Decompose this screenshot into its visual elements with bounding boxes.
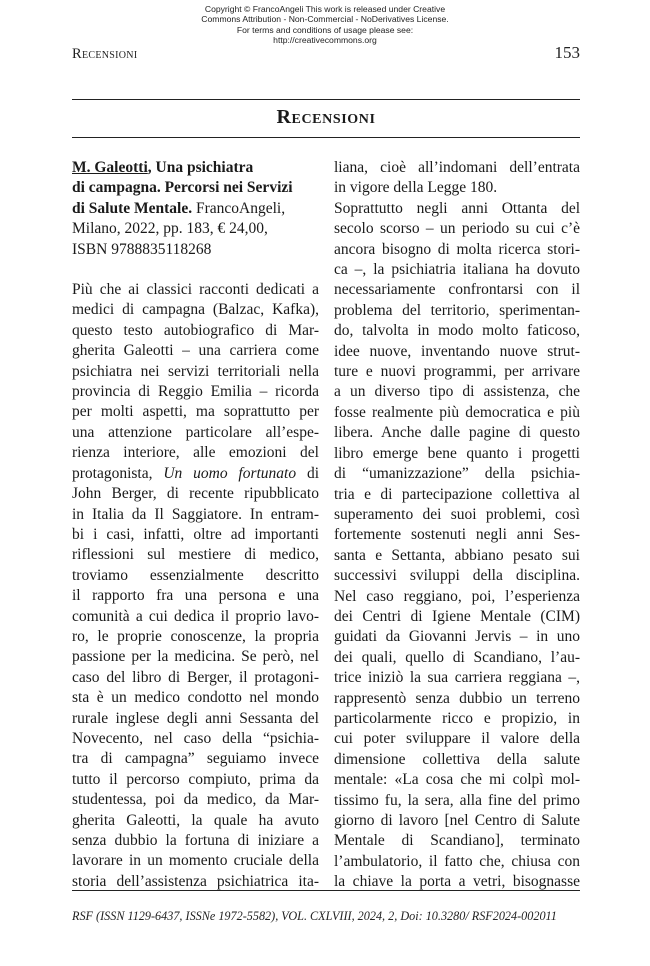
right-column	[334, 158, 580, 893]
text-line: necessariamente confrontarsi con il	[334, 281, 580, 299]
text-line: comunità a cui dedica il proprio lavo-	[72, 607, 319, 625]
top-rule	[72, 99, 580, 100]
footer-rule	[72, 890, 580, 891]
book-reference	[72, 158, 319, 260]
text-line: senza dubbio la fortuna di iniziare a	[72, 832, 319, 849]
text-line: Soprattutto negli anni Ottanta del	[334, 199, 580, 217]
text-line: ro, le proprie conoscenze, la propria	[72, 627, 319, 645]
text-fragment: protagonista,	[72, 464, 164, 482]
text-line: riflessioni sul mestiere di medico,	[72, 546, 319, 564]
text-line: dimensione collettiva della salute	[334, 750, 580, 768]
text-line: medici di campagna (Balzac, Kafka),	[72, 301, 319, 319]
book-title: di Salute Mentale.	[72, 199, 193, 217]
text-line: Più che ai classici racconti dedicati a	[72, 281, 319, 299]
text-line	[72, 464, 319, 484]
text-line: superamento dei suoi problemi, così	[334, 505, 580, 523]
text-line: passione per la medicina. Se però, nel	[72, 648, 319, 666]
text-line: dei Centri di Igiene Mentale (CIM)	[334, 607, 580, 625]
review-text	[72, 280, 319, 892]
text-line: tria e di partecipazione collettiva al	[334, 485, 580, 503]
text-fragment: di	[296, 464, 320, 482]
text-line: rurale inglese degli anni Sessanta del	[72, 709, 319, 727]
text-line: giorno di lavoro [nel Centro di Salute	[334, 812, 580, 829]
section-title: Recensioni	[276, 106, 376, 128]
text-line: fortemente sostenuti negli anni Ses-	[334, 526, 580, 544]
text-line: libera. Anche dalle pagine di questo	[334, 424, 580, 442]
copyright-notice	[0, 4, 650, 46]
text-line: questo testo autobiografico di Mar-	[72, 321, 319, 339]
text-line: Mentale di Scandiano], terminato	[334, 832, 580, 850]
text-line: Nel caso reggiano, poi, l’esperienza	[334, 587, 580, 605]
book-details: Milano, 2022, pp. 183, € 24,00,	[72, 220, 268, 238]
text-line: do, talvolta in modo molto faticoso,	[334, 322, 580, 340]
text-line: provincia di Reggio Emilia – ricorda	[72, 383, 319, 401]
book-author: M. Galeotti	[72, 159, 148, 176]
text-line: secolo scorso – un periodo su cui c’è	[334, 220, 580, 238]
text-line: ture e nuovi programmi, per arrivare	[334, 363, 580, 381]
text-line: rienza interiore, alle emozioni del	[72, 444, 319, 462]
text-line: tra di campagna” seguiamo invece	[72, 750, 319, 768]
paragraph-gap	[72, 260, 319, 280]
author-separator: ,	[147, 159, 156, 176]
text-line: bi i casi, infatti, oltre ad importanti	[72, 525, 319, 543]
text-line: l’ambulatorio, il fatto che, chiusa con	[334, 852, 580, 870]
text-line: idee nuove, inventando nuove strut-	[334, 342, 580, 360]
copyright-line: For terms and conditions of usage please see:	[236, 24, 414, 35]
text-line: psichiatra nei servizi territoriali nella	[72, 362, 319, 380]
text-line: il rapporto fra una persona e una	[72, 587, 319, 605]
text-line: trice iniziò la sua carriera reggiana –,	[334, 669, 580, 687]
text-line: in vigore della Legge 180.	[334, 179, 498, 197]
text-line: mentale: «La cosa che mi colpì mol-	[334, 771, 580, 789]
book-title: di campagna. Percorsi nei Servizi	[72, 179, 293, 197]
text-line: rappresentò senza dubbio un terreno	[334, 689, 580, 707]
text-line: particolarmente ricco e propizio, in	[334, 709, 580, 727]
book-publisher: FrancoAngeli,	[192, 199, 286, 217]
text-line: gherita Galeotti, la quale ha avuto	[72, 811, 319, 829]
footer-citation: RSF (ISSN 1129-6437, ISSNe 1972-5582), VOL. CXLVIII, 2024, 2, Doi: 10.3280/ RSF2024-002011	[72, 909, 557, 923]
text-line: cui poter sviluppare il valore della	[334, 730, 580, 748]
reference-line	[72, 158, 319, 178]
copyright-line: Commons Attribution - Non-Commercial - NoDerivatives License.	[201, 14, 449, 25]
running-head: Recensioni	[72, 46, 138, 62]
text-line: tissimo fu, la sera, alla fine del primo	[334, 791, 580, 809]
copyright-link[interactable]: http://creativecommons.org	[273, 35, 377, 46]
text-line: dei quali, quello di Scandiano, l’au-	[334, 648, 580, 666]
text-line: Novecento, nel caso della “psichia-	[72, 729, 319, 747]
text-line: troviamo essenzialmente descritto	[72, 566, 319, 584]
cited-book-title: Un uomo fortunato	[163, 464, 297, 482]
text-line: problema del territorio, sperimentan-	[334, 301, 580, 319]
copyright-line: Copyright © FrancoAngeli This work is released under Creative	[204, 4, 446, 14]
text-line: in Italia da Il Saggiatore. In entram-	[72, 505, 319, 523]
title-rule	[72, 137, 580, 138]
text-line: libro emerge bene quanto i progetti	[334, 444, 580, 462]
text-line: gherita Galeotti – una carriera come	[72, 342, 319, 360]
text-line: per molti aspetti, ma soprattutto per	[72, 403, 319, 421]
book-title: Una psichiatra	[155, 159, 254, 176]
text-line: a un diverso tipo di assistenza, che	[334, 383, 580, 401]
text-line: ancora bisogno di molta ricerca stori-	[334, 240, 580, 258]
text-line: di “umanizzazione” della psichia-	[334, 465, 580, 483]
left-column	[72, 158, 319, 892]
text-line: lavorare in un momento cruciale della	[72, 852, 319, 870]
text-line: studentessa, poi da medico, da Mar-	[72, 791, 319, 809]
text-line: tutto il percorso compiuto, prima da	[72, 770, 319, 788]
text-line: sta è un medico condotto nel mondo	[72, 689, 319, 707]
text-line: John Berger, di recente ripubblicato	[72, 485, 319, 503]
text-line: ca –, la psichiatria italiana ha dovuto	[334, 261, 580, 279]
book-isbn: ISBN 9788835118268	[72, 240, 212, 258]
text-line: caso del libro di Berger, il protagoni-	[72, 668, 319, 686]
text-line: liana, cioè all’indomani dell’entrata	[334, 159, 580, 176]
text-line: fosse realmente più democratica e più	[334, 403, 580, 421]
text-line: storia dell’assistenza psichiatrica ita-	[72, 872, 319, 890]
page-number: 153	[554, 43, 580, 62]
text-line: guidati da Giovanni Jervis – in uno	[334, 628, 580, 646]
text-line: una attenzione particolare all’espe-	[72, 423, 319, 441]
text-line: la chiave la porta a vetri, bisognasse	[334, 873, 580, 891]
reference-line	[72, 199, 319, 219]
text-line: santa e Settanta, abbiano pesato sui	[334, 546, 580, 564]
text-line: successivi sviluppi della disciplina.	[334, 567, 580, 585]
